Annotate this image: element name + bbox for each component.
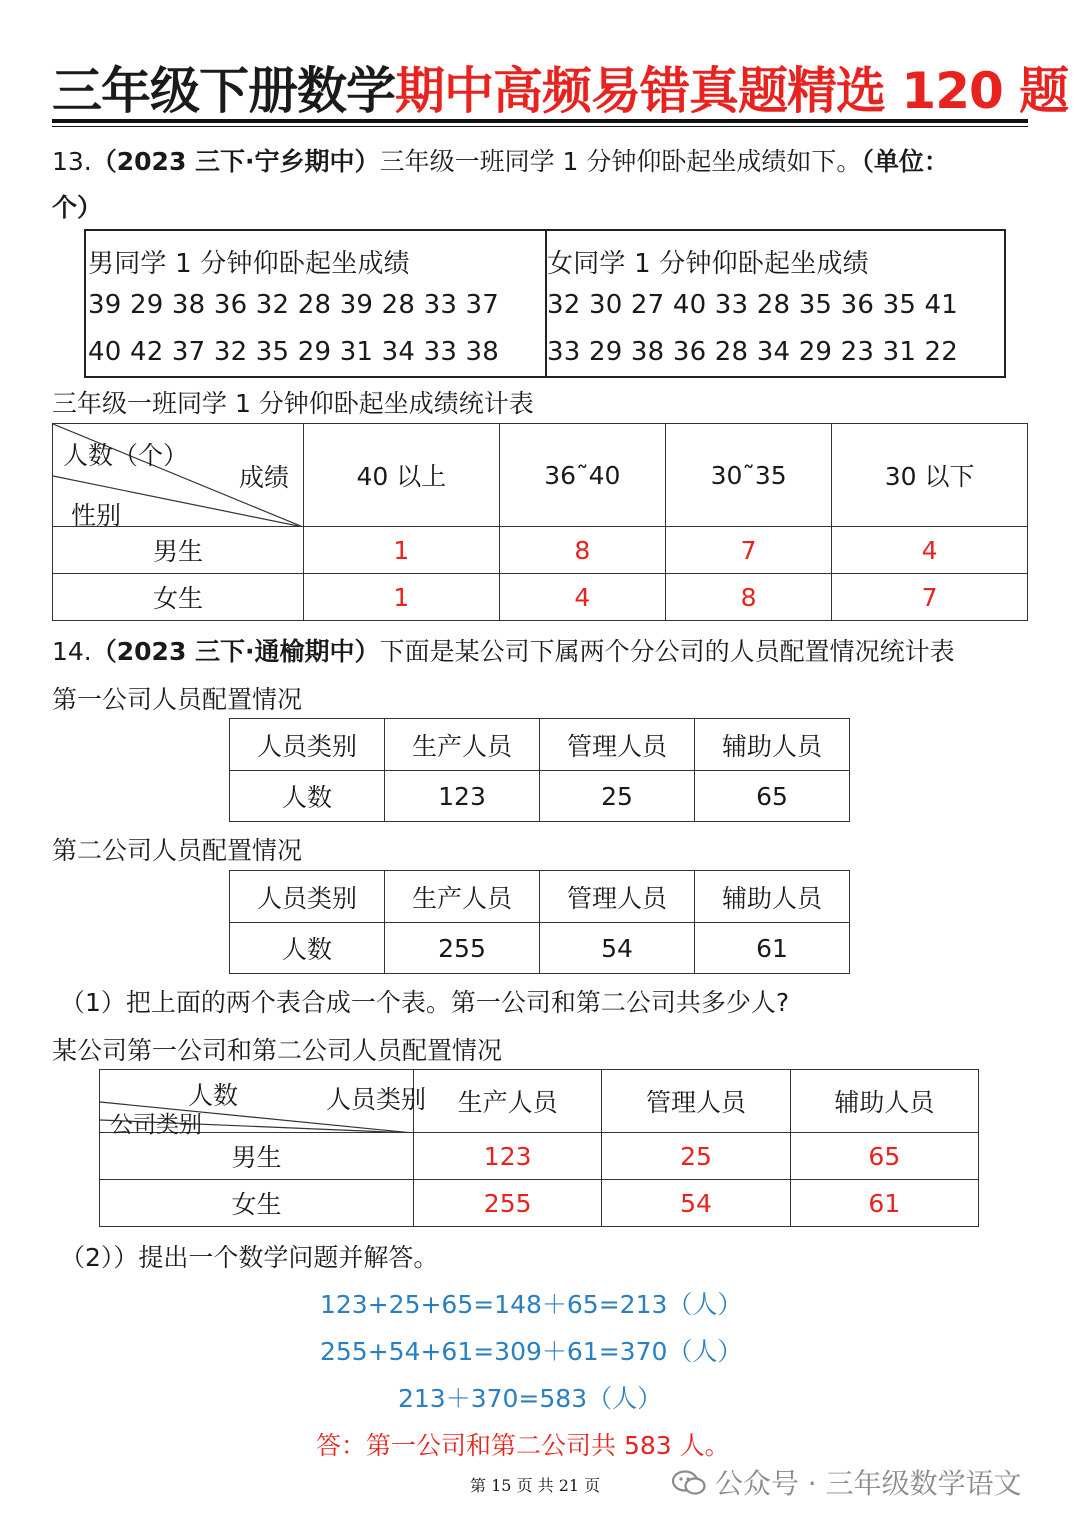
table-row bbox=[100, 1133, 979, 1180]
corner-top-left: 人数 bbox=[188, 1081, 239, 1110]
q13-corner-cell bbox=[53, 424, 304, 530]
boys-title: 男同学 1 分钟仰卧起坐成绩 bbox=[88, 249, 410, 279]
boys-scores bbox=[86, 231, 547, 376]
page-number: 第 15 页 共 21 页 bbox=[470, 1476, 601, 1495]
q13-text: 三年级一班同学 1 分钟仰卧起坐成绩如下。 bbox=[379, 147, 862, 176]
corner-bottom: 公司类别 bbox=[110, 1112, 202, 1138]
corner-top-right: 人员类别 bbox=[326, 1085, 427, 1114]
title-red: 期中高频易错真题精选 120 题 bbox=[395, 62, 1069, 120]
q14-stem bbox=[52, 635, 955, 669]
answer-cell: 4 bbox=[832, 527, 1028, 574]
row-label: 男生 bbox=[53, 527, 304, 574]
answer-cell: 255 bbox=[414, 1180, 602, 1227]
header-cell: 40 以上 bbox=[304, 424, 500, 527]
wechat-icon bbox=[672, 1470, 706, 1496]
company2-table bbox=[229, 870, 850, 974]
title-black: 三年级下册数学 bbox=[52, 62, 395, 120]
header-cell: 人员类别 bbox=[230, 871, 385, 923]
page-title bbox=[52, 58, 1069, 124]
q14-number: 14. bbox=[52, 637, 92, 666]
q14-t1-title: 第一公司人员配置情况 bbox=[52, 685, 303, 714]
header-cell: 30 以下 bbox=[832, 424, 1028, 527]
header-cell: 管理人员 bbox=[540, 719, 695, 771]
value-cell: 61 bbox=[695, 923, 850, 974]
title-rule-thick bbox=[52, 119, 1028, 123]
combined-table bbox=[99, 1069, 979, 1227]
answer-cell: 54 bbox=[602, 1180, 790, 1227]
answer-cell: 123 bbox=[414, 1133, 602, 1180]
answer-cell: 8 bbox=[665, 574, 831, 621]
header-cell: 人员类别 bbox=[230, 719, 385, 771]
table-row bbox=[53, 527, 1028, 574]
corner-top-right: 成绩 bbox=[239, 463, 290, 492]
q14-part1: （1）把上面的两个表合成一个表。第一公司和第二公司共多少人? bbox=[60, 988, 790, 1017]
watermark-text: 公众号 · 三年级数学语文 bbox=[714, 1467, 1022, 1500]
company1-table bbox=[229, 718, 850, 822]
value-cell: 54 bbox=[540, 923, 695, 974]
value-cell: 123 bbox=[385, 771, 540, 822]
girls-row-1: 32 30 27 40 33 28 35 36 35 41 bbox=[547, 290, 959, 320]
answer-cell: 4 bbox=[499, 574, 665, 621]
q13-stats-table bbox=[52, 423, 1028, 621]
girls-scores bbox=[545, 231, 1004, 376]
header-cell: 生产人员 bbox=[414, 1070, 602, 1133]
answer-cell: 61 bbox=[790, 1180, 978, 1227]
row-label: 人数 bbox=[230, 923, 385, 974]
boys-row-1: 39 29 38 36 32 28 39 28 33 37 bbox=[88, 290, 500, 320]
answer-cell: 7 bbox=[665, 527, 831, 574]
table-row bbox=[230, 923, 850, 974]
girls-title: 女同学 1 分钟仰卧起坐成绩 bbox=[547, 249, 869, 279]
answer-cell: 7 bbox=[832, 574, 1028, 621]
answer-cell: 1 bbox=[304, 574, 500, 621]
q13-unit: （单位： bbox=[861, 147, 949, 176]
header-cell: 生产人员 bbox=[385, 871, 540, 923]
calc-line-3: 213＋370=583（人） bbox=[398, 1384, 663, 1413]
header-cell: 管理人员 bbox=[540, 871, 695, 923]
table-row bbox=[53, 574, 1028, 621]
row-label: 女生 bbox=[53, 574, 304, 621]
header-cell: 36˜40 bbox=[499, 424, 665, 527]
q13-table-title: 三年级一班同学 1 分钟仰卧起坐成绩统计表 bbox=[52, 389, 534, 418]
corner-bottom: 性别 bbox=[71, 501, 122, 530]
watermark bbox=[672, 1462, 1022, 1502]
header-cell: 辅助人员 bbox=[695, 719, 850, 771]
q13-number: 13. bbox=[52, 147, 92, 176]
header-cell: 辅助人员 bbox=[695, 871, 850, 923]
header-cell: 30˜35 bbox=[665, 424, 831, 527]
q14-part2: （2））提出一个数学问题并解答。 bbox=[60, 1243, 439, 1272]
calc-line-2: 255+54+61=309＋61=370（人） bbox=[320, 1337, 743, 1366]
girls-row-2: 33 29 38 36 28 34 29 23 31 22 bbox=[547, 337, 959, 367]
header-cell: 管理人员 bbox=[602, 1070, 790, 1133]
answer-cell: 1 bbox=[304, 527, 500, 574]
answer-cell: 8 bbox=[499, 527, 665, 574]
row-label: 女生 bbox=[100, 1180, 414, 1227]
title-rule-thin bbox=[52, 126, 1028, 127]
boys-row-2: 40 42 37 32 35 29 31 34 33 38 bbox=[88, 337, 500, 367]
answer-cell: 65 bbox=[790, 1133, 978, 1180]
q14-source: （2023 三下·通榆期中） bbox=[91, 637, 380, 666]
corner-top-left: 人数（个） bbox=[63, 441, 189, 470]
table-row bbox=[100, 1180, 979, 1227]
q13-source: （2023 三下·宁乡期中） bbox=[91, 147, 380, 176]
value-cell: 255 bbox=[385, 923, 540, 974]
header-cell: 辅助人员 bbox=[790, 1070, 978, 1133]
value-cell: 25 bbox=[540, 771, 695, 822]
row-label: 人数 bbox=[230, 771, 385, 822]
score-data-box bbox=[84, 229, 1006, 378]
q14-t2-title: 第二公司人员配置情况 bbox=[52, 836, 303, 865]
answer-cell: 25 bbox=[602, 1133, 790, 1180]
q13-stem bbox=[52, 145, 949, 179]
row-label: 男生 bbox=[100, 1133, 414, 1180]
q14-text: 下面是某公司下属两个分公司的人员配置情况统计表 bbox=[379, 637, 955, 666]
combined-corner-cell bbox=[100, 1070, 427, 1138]
header-cell: 生产人员 bbox=[385, 719, 540, 771]
table-row bbox=[230, 771, 850, 822]
calc-line-1: 123+25+65=148＋65=213（人） bbox=[320, 1290, 743, 1319]
answer-line: 答：第一公司和第二公司共 583 人。 bbox=[316, 1431, 730, 1460]
q13-unit-line2: 个） bbox=[52, 193, 103, 222]
value-cell: 65 bbox=[695, 771, 850, 822]
q14-t3-title: 某公司第一公司和第二公司人员配置情况 bbox=[52, 1036, 503, 1065]
